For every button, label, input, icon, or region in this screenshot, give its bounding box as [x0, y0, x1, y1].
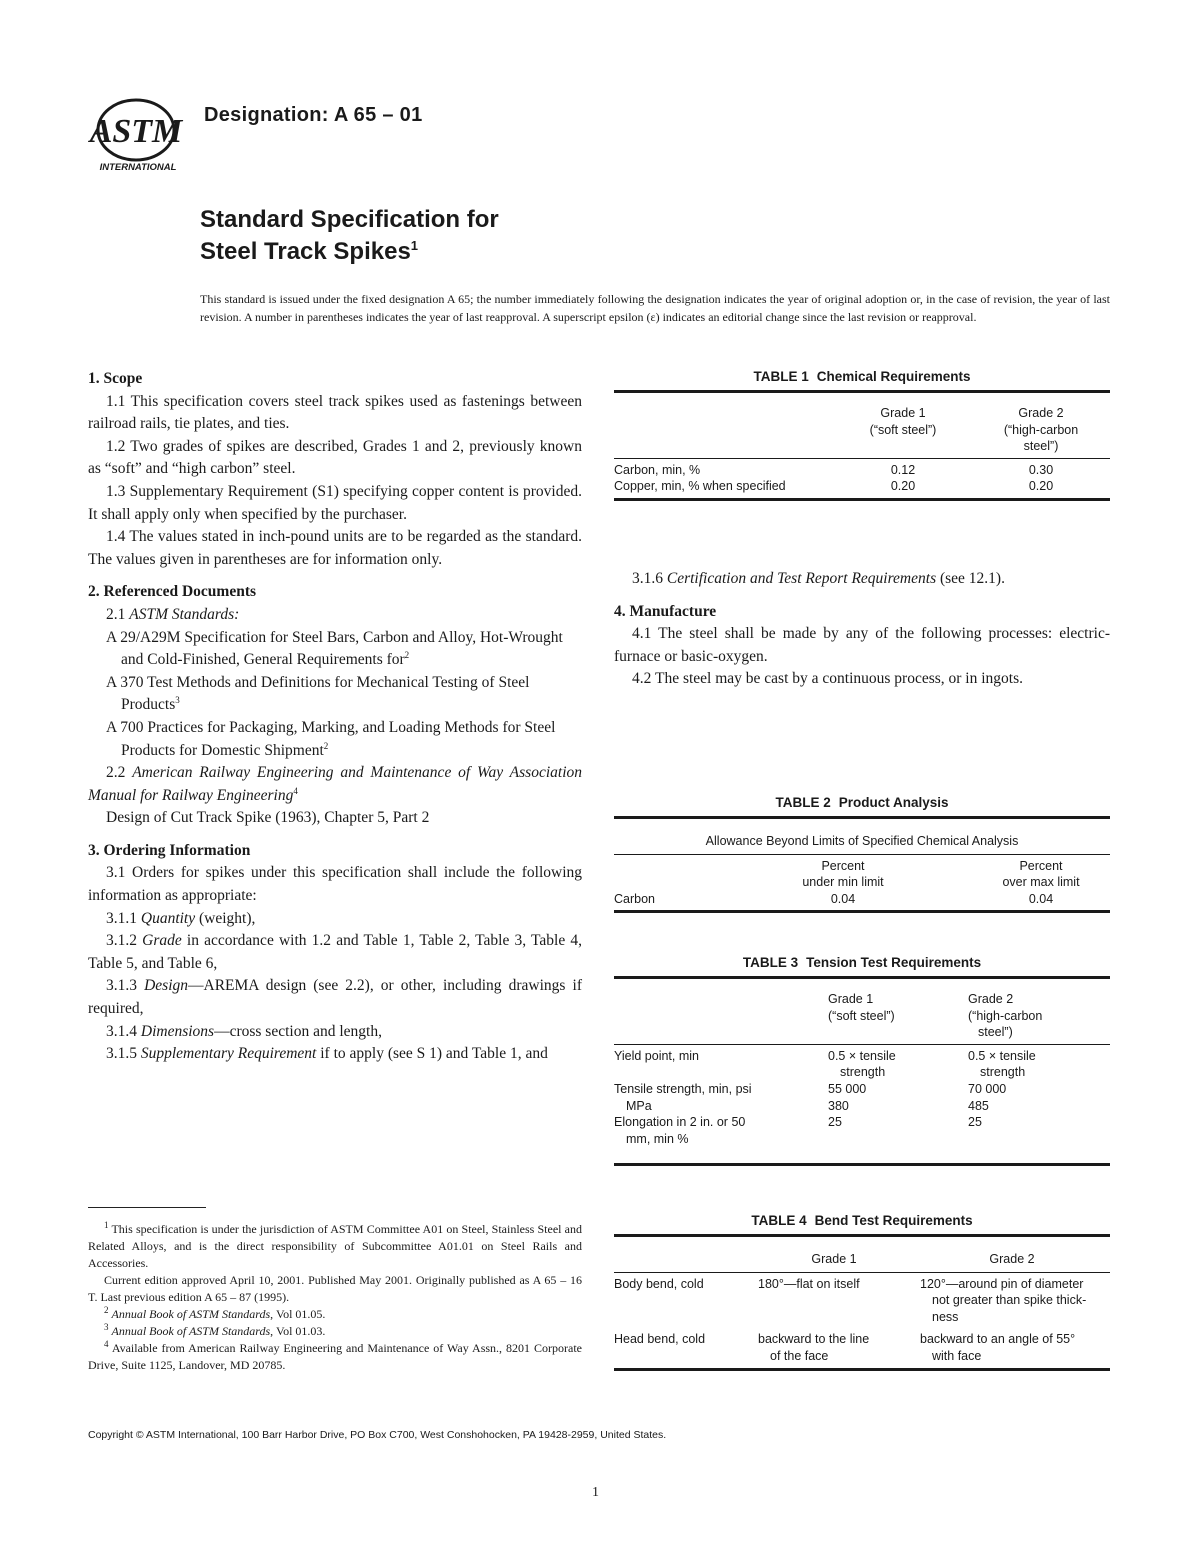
para-3-1-1: 3.1.1 Quantity (weight),	[106, 909, 256, 927]
reference-a370: A 370 Test Methods and Definitions for Mechanical Testing of Steel Products$^3$	[106, 673, 530, 714]
para-3-1-5: 3.1.5 Supplementary Requirement if to apply (see S 1) and Table 1, and	[106, 1045, 548, 1063]
para-1-1: 1.1 This specification covers steel track spikes used as fastenings between railroad rails, tie plates, and ties.	[88, 392, 582, 433]
footnote-3: $^3$ Annual Book of ASTM Standards, Vol 01.03.	[104, 1322, 326, 1338]
footnote-1-edition: Current edition approved April 10, 2001. Published May 2001. Originally published as A 65 – 16 T. Last previous edition A 65 – 87 (1995).	[88, 1273, 582, 1304]
copyright-notice: Copyright © ASTM International, 100 Barr Harbor Drive, PO Box C700, West Conshohocken, PA 19428-2959, United States.	[88, 1429, 667, 1441]
table-row: Carbon 0.04 0.04	[614, 891, 1054, 906]
section-ordering-heading: 3. Ordering Information	[88, 841, 251, 859]
para-2-2: 2.2 American Railway Engineering and Maintenance of Way Association Manual for Railway Engineering$^4$	[88, 764, 583, 804]
table-1-caption: TABLE 1 Chemical Requirements	[753, 369, 971, 384]
section-scope-heading: 1. Scope	[88, 370, 143, 387]
table-1-chemical	[614, 368, 1110, 501]
section-manufacture-heading: 4. Manufacture	[614, 602, 717, 620]
logo-subtext: INTERNATIONAL	[99, 162, 177, 173]
footnote-divider	[88, 1207, 206, 1208]
table-header-row: Percent under min limit Percent over max limit	[802, 858, 1080, 890]
reference-a29: A 29/A29M Specification for Steel Bars, Carbon and Alloy, Hot-Wrought and Cold-Finished, General Requirements for$^2$	[106, 628, 563, 669]
table-row: Body bend, cold 180°—flat on itself 120°—around pin of diameter not greater than spike thick- ness	[614, 1276, 1087, 1324]
table-2-caption: TABLE 2 Product Analysis	[775, 795, 949, 810]
reference-spike-design: Design of Cut Track Spike (1963), Chapter 5, Part 2	[106, 809, 430, 827]
para-1-4: 1.4 The values stated in inch-pound units are to be regarded as the standard. The values given in parentheses are for information only.	[88, 528, 582, 568]
table-row: Head bend, cold backward to the line of the face backward to an angle of 55° with face	[614, 1332, 1076, 1363]
designation: Designation: A 65 – 01	[204, 104, 423, 126]
footnote-1: $^1$ This specification is under the jurisdiction of ASTM Committee A01 on Steel, Stainless Steel and Related Alloys, and is the direct responsibility of Subcommittee A01.01 on Steel Rails and Accessories.	[88, 1220, 582, 1270]
table-row: Yield point, min 0.5 × tensile strength 0.5 × tensile strength	[614, 1048, 1036, 1080]
footnotes	[88, 1221, 582, 1374]
page-number: 1	[592, 1485, 599, 1500]
footnote-4: $^4$ Available from American Railway Engineering and Maintenance of Way Assn., 8201 Corporate Drive, Suite 1125, Landover, MD 20785.	[88, 1339, 582, 1372]
table-header-row: Grade 1 (“soft steel”) Grade 2 (“high-carbon steel”)	[869, 406, 1079, 454]
table-header-row: Grade 1 (“soft steel”) Grade 2 (“high-carbon steel”)	[828, 992, 1043, 1040]
table-row: Elongation in 2 in. or 50 mm, min % 25 25	[614, 1115, 982, 1146]
para-3-1: 3.1 Orders for spikes under this specification shall include the following information as appropriate:	[88, 864, 582, 905]
astm-logo-graphic	[88, 96, 188, 174]
table-row: MPa 380 485	[626, 1098, 989, 1113]
preamble: This standard is issued under the fixed designation A 65; the number immediately following the designation indicates the year of original adoption or, in the case of revision, the year of last revision. A number in parentheses indicates the year of last reapproval. A superscript epsilon (ε) indicates an editorial change since the last revision or reapproval.	[200, 292, 1110, 324]
page-title	[200, 204, 499, 268]
table-3-caption: TABLE 3 Tension Test Requirements	[742, 955, 982, 970]
para-1-3: 1.3 Supplementary Requirement (S1) specifying copper content is provided. It shall apply only when specified by the purchaser.	[88, 482, 582, 523]
section-referenced-heading: 2. Referenced Documents	[88, 583, 257, 601]
reference-a700: A 700 Practices for Packaging, Marking, and Loading Methods for Steel Products for Domestic Shipment$^2$	[106, 718, 556, 759]
table-2-product-analysis	[614, 794, 1110, 913]
title-line-1: Standard Specification for	[200, 206, 499, 233]
para-3-1-6: 3.1.6 Certification and Test Report Requirements (see 12.1).	[632, 570, 1005, 587]
table-row: Tensile strength, min, psi 55 000 70 000	[614, 1081, 1007, 1096]
logo-text: ASTM	[89, 113, 183, 150]
table-span-header: Allowance Beyond Limits of Specified Chemical Analysis	[705, 834, 1019, 848]
table-row: Copper, min, % when specified 0.20 0.20	[614, 479, 1054, 494]
para-2-1: 2.1 ASTM Standards:	[106, 605, 240, 623]
table-4-caption: TABLE 4 Bend Test Requirements	[751, 1213, 973, 1228]
table-row: Carbon, min, % 0.12 0.30	[614, 462, 1054, 477]
para-3-1-2: 3.1.2 Grade in accordance with 1.2 and Table 1, Table 2, Table 3, Table 4, Table 5, and Table 6,	[88, 932, 582, 972]
title-line-2: Steel Track Spikes	[200, 238, 411, 265]
para-4-1: 4.1 The steel shall be made by any of the following processes: electric-furnace or basic-oxygen.	[614, 625, 1110, 665]
left-column	[88, 368, 582, 1066]
title-footnote-ref: 1	[410, 238, 419, 253]
para-1-2: 1.2 Two grades of spikes are described, Grades 1 and 2, previously known as “soft” and “high carbon” steel.	[88, 437, 582, 478]
right-column-text	[614, 568, 1110, 691]
table-4-bend-test	[614, 1212, 1110, 1371]
para-3-1-3: 3.1.3 Design—AREMA design (see 2.2), or other, including drawings if required,	[88, 977, 583, 1018]
table-header-row: Grade 1 Grade 2	[811, 1252, 1035, 1266]
astm-logo	[88, 96, 188, 174]
para-4-2: 4.2 The steel may be cast by a continuous process, or in ingots.	[632, 670, 1024, 688]
footnote-2: $^2$ Annual Book of ASTM Standards, Vol 01.05.	[104, 1305, 326, 1321]
para-3-1-4: 3.1.4 Dimensions—cross section and length,	[106, 1022, 382, 1040]
table-3-tension-test	[614, 954, 1110, 1166]
